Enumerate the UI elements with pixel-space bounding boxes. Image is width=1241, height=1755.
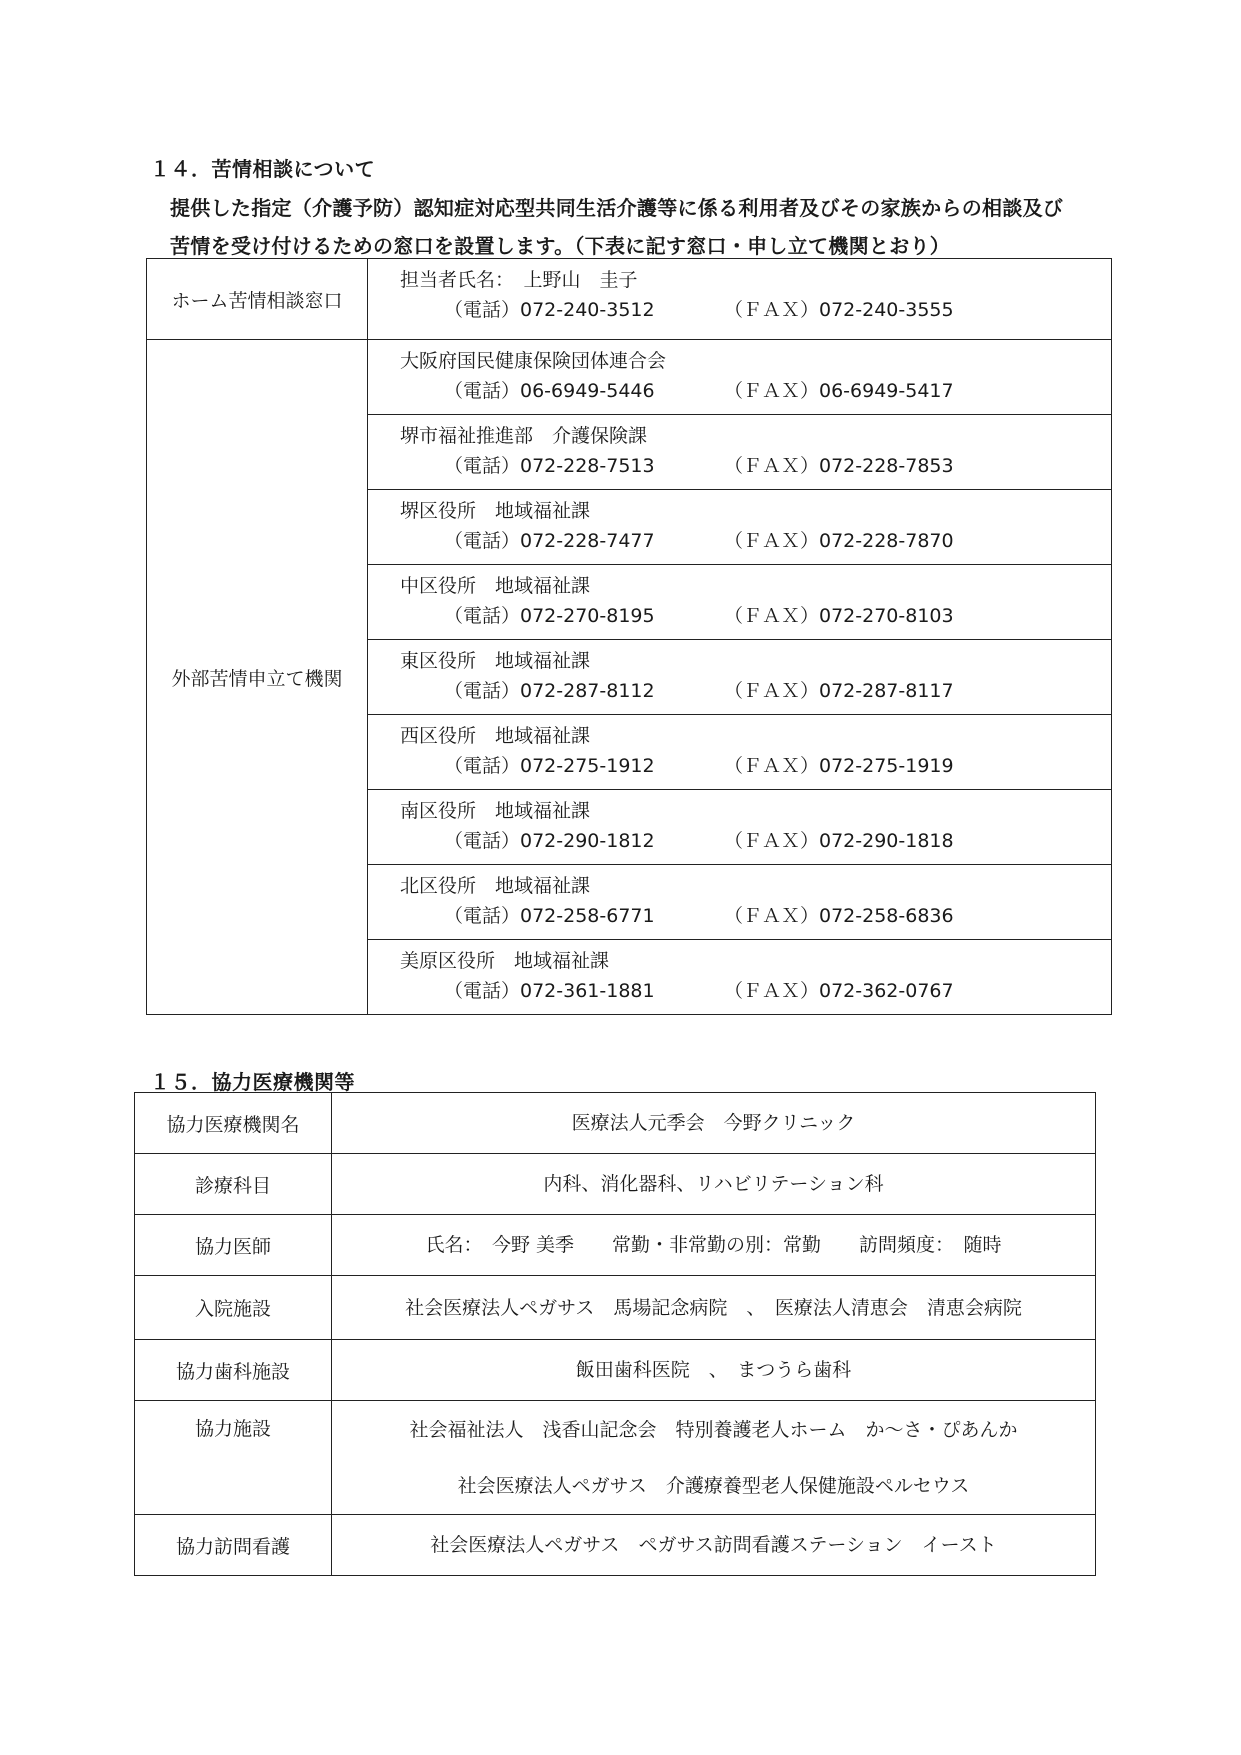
external-contact-label: 外部苦情申立て機関 — [147, 340, 368, 1015]
phone-line — [368, 899, 1111, 929]
external-contact-cell — [368, 940, 1112, 1015]
phone-line — [368, 374, 1111, 404]
row-value: 飯田歯科医院 、 まつうら歯科 — [332, 1340, 1096, 1401]
external-contact-cell — [368, 490, 1112, 565]
fax-number: （ＦＡＸ）072-228-7853 — [724, 455, 954, 477]
tel-number: （電話）072-287-8112 — [444, 680, 655, 702]
tel-number: （電話）072-258-6771 — [444, 905, 655, 927]
phone-line — [368, 449, 1111, 479]
fax-number: （ＦＡＸ）072-290-1818 — [724, 830, 954, 852]
tel-number: （電話）072-228-7513 — [444, 455, 655, 477]
table-row — [135, 1340, 1096, 1401]
fax-number: （ＦＡＸ）072-240-3555 — [724, 299, 954, 321]
fax-number: （ＦＡＸ）06-6949-5417 — [724, 380, 954, 402]
section14-intro-line1: 提供した指定（介護予防）認知症対応型共同生活介護等に係る利用者及びその家族からの相談及び — [170, 196, 1064, 220]
row-value: 社会医療法人ペガサス ペガサス訪問看護ステーション イースト — [332, 1515, 1096, 1576]
external-contact-cell — [368, 715, 1112, 790]
section14-intro-line2: 苦情を受け付けるための窓口を設置します。（下表に記す窓口・申し立て機関とおり） — [170, 234, 951, 258]
phone-line — [368, 974, 1111, 1004]
org-name: 美原区役所 地域福祉課 — [400, 950, 610, 972]
tel-number: （電話）072-275-1912 — [444, 755, 655, 777]
home-contact-row — [147, 259, 1112, 340]
row-label: 協力医師 — [135, 1215, 332, 1276]
complaint-contacts-table — [146, 258, 1112, 1015]
external-contact-cell — [368, 565, 1112, 640]
row-value: 医療法人元季会 今野クリニック — [332, 1093, 1096, 1154]
org-name: 西区役所 地域福祉課 — [400, 725, 591, 747]
cooperating-medical-table — [134, 1092, 1096, 1576]
table-row — [135, 1215, 1096, 1276]
tel-number: （電話）072-361-1881 — [444, 980, 655, 1002]
org-name: 大阪府国民健康保険団体連合会 — [400, 350, 667, 372]
org-name: 堺市福祉推進部 介護保険課 — [400, 425, 648, 447]
row-label: 協力医療機関名 — [135, 1093, 332, 1154]
row-label: 協力訪問看護 — [135, 1515, 332, 1576]
phone-line — [368, 599, 1111, 629]
table-row — [135, 1154, 1096, 1215]
fax-number: （ＦＡＸ）072-258-6836 — [724, 905, 954, 927]
tel-number: （電話）072-270-8195 — [444, 605, 655, 627]
org-name: 堺区役所 地域福祉課 — [400, 500, 591, 522]
table-row — [135, 1515, 1096, 1576]
org-name: 東区役所 地域福祉課 — [400, 650, 591, 672]
external-row — [147, 340, 1112, 415]
row-label: 入院施設 — [135, 1276, 332, 1340]
phone-line — [368, 824, 1111, 854]
row-value-line2: 社会医療法人ペガサス 介護療養型老人保健施設ペルセウス — [457, 1474, 970, 1497]
phone-line — [368, 293, 1111, 323]
fax-number: （ＦＡＸ）072-270-8103 — [724, 605, 954, 627]
external-contact-cell — [368, 865, 1112, 940]
row-value-line1: 社会福祉法人 浅香山記念会 特別養護老人ホーム か～さ・ぴあんか — [409, 1418, 1018, 1441]
tel-number: （電話）072-290-1812 — [444, 830, 655, 852]
external-contact-cell — [368, 640, 1112, 715]
external-contact-cell — [368, 790, 1112, 865]
table-row — [135, 1093, 1096, 1154]
section15-heading: １５．協力医療機関等 — [150, 1070, 355, 1094]
tel-number: （電話）072-240-3512 — [444, 299, 655, 321]
home-contact-label: ホーム苦情相談窓口 — [147, 259, 368, 340]
fax-number: （ＦＡＸ）072-362-0767 — [724, 980, 954, 1002]
row-label: 協力歯科施設 — [135, 1340, 332, 1401]
org-name: 南区役所 地域福祉課 — [400, 800, 591, 822]
home-contact-cell — [368, 259, 1112, 340]
phone-line — [368, 749, 1111, 779]
row-value: 内科、消化器科、リハビリテーション科 — [332, 1154, 1096, 1215]
table-row — [135, 1401, 1096, 1515]
fax-number: （ＦＡＸ）072-287-8117 — [724, 680, 954, 702]
home-contact-person: 担当者氏名： 上野山 圭子 — [400, 269, 638, 291]
section14-heading: １４．苦情相談について — [150, 157, 376, 181]
phone-line — [368, 524, 1111, 554]
row-label: 協力施設 — [135, 1401, 332, 1515]
tel-number: （電話）072-228-7477 — [444, 530, 655, 552]
row-value — [332, 1401, 1096, 1515]
row-label: 診療科目 — [135, 1154, 332, 1215]
org-name: 中区役所 地域福祉課 — [400, 575, 591, 597]
fax-number: （ＦＡＸ）072-228-7870 — [724, 530, 954, 552]
fax-number: （ＦＡＸ）072-275-1919 — [724, 755, 954, 777]
row-value: 氏名： 今野 美季 常勤・非常勤の別：常勤 訪問頻度： 随時 — [332, 1215, 1096, 1276]
phone-line — [368, 674, 1111, 704]
org-name: 北区役所 地域福祉課 — [400, 875, 591, 897]
tel-number: （電話）06-6949-5446 — [444, 380, 655, 402]
external-contact-cell — [368, 415, 1112, 490]
row-value: 社会医療法人ペガサス 馬場記念病院 、 医療法人清恵会 清恵会病院 — [332, 1276, 1096, 1340]
table-row — [135, 1276, 1096, 1340]
external-contact-cell — [368, 340, 1112, 415]
